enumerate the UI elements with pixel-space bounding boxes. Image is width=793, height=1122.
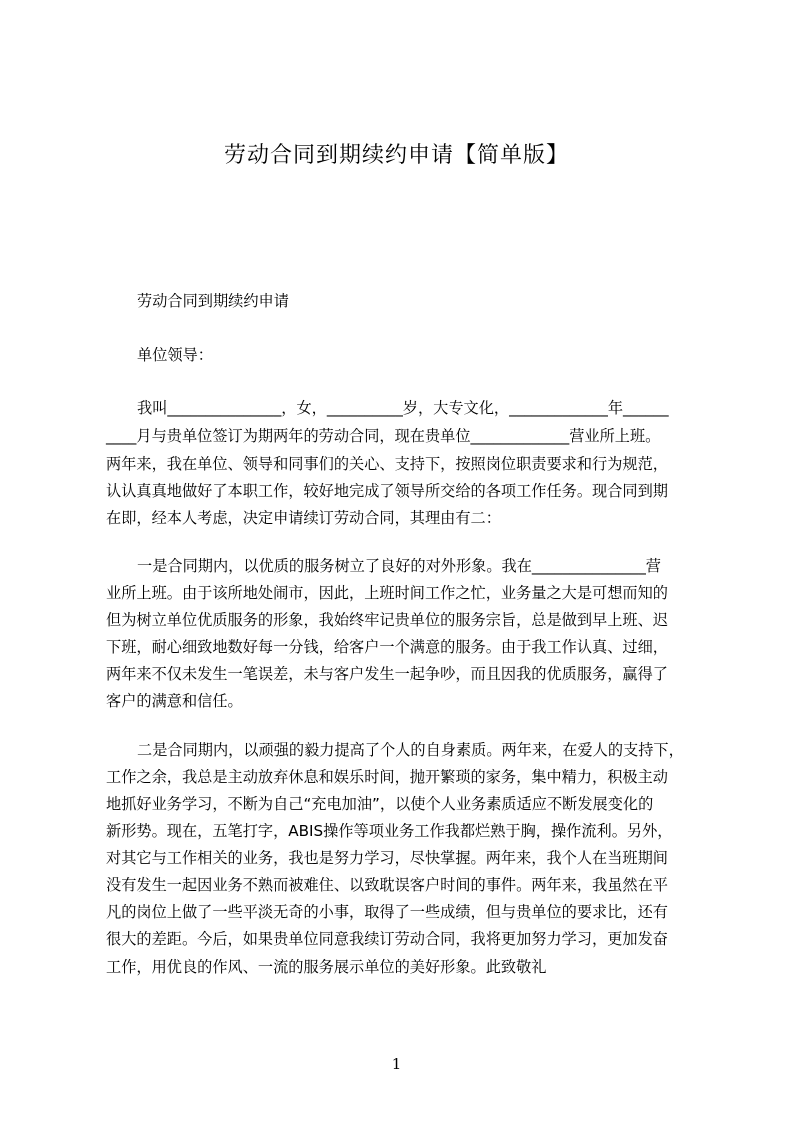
paragraph-line: 认认真真地做好了本职工作，较好地完成了领导所交给的各项工作任务。现合同到期 — [106, 482, 668, 500]
paragraph-line: 新形势。现在，五笔打字，ABIS操作等项业务工作我都烂熟于胸，操作流利。另外， — [106, 822, 673, 840]
paragraph-line: 两年来不仅未发生一笔误差，未与客户发生一起争吵，而且因我的优质服务，赢得了 — [106, 665, 668, 683]
paragraph-line: 业所上班。由于该所地处闹市，因此，上班时间工作之忙，业务量之大是可想而知的 — [106, 584, 668, 602]
paragraph-line: 对其它与工作相关的业务，我也是努力学习，尽快掌握。两年来，我个人在当班期间 — [106, 849, 668, 867]
page-title: 劳动合同到期续约申请【简单版】 — [223, 143, 569, 168]
paragraph-line: 但为树立单位优质服务的形象，我始终牢记贵单位的服务宗旨，总是做到早上班、迟 — [106, 611, 668, 629]
paragraph-line: 地抓好业务学习，不断为自己“充电加油”，以使个人业务素质适应不断发展变化的 — [106, 795, 654, 813]
paragraph-line: 工作之余，我总是主动放弃休息和娱乐时间，抛开繁琐的家务，集中精力，积极主动 — [106, 768, 668, 786]
paragraph-line: 工作，用优良的作风、一流的服务展示单位的美好形象。此致敬礼 — [106, 958, 547, 976]
paragraph-line: 在即，经本人考虑，决定申请续订劳动合同，其理由有二： — [106, 509, 501, 527]
paragraph-line: 很大的差距。今后，如果贵单位同意我续订劳动合同，我将更加努力学习，更加发奋 — [106, 930, 668, 948]
salutation: 单位领导： — [137, 346, 213, 364]
paragraph-line: 凡的岗位上做了一些平淡无奇的小事，取得了一些成绩，但与贵单位的要求比，还有 — [106, 903, 668, 921]
paragraph-line: 客户的满意和信任。 — [106, 692, 243, 710]
document-subtitle: 劳动合同到期续约申请 — [137, 292, 289, 310]
page-number: 1 — [391, 1055, 402, 1073]
paragraph-line: 一是合同期内，以优质的服务树立了良好的对外形象。我在_______________营 — [137, 557, 661, 575]
paragraph-line: 两年来，我在单位、领导和同事们的关心、支持下，按照岗位职责要求和行为规范， — [106, 455, 668, 473]
paragraph-line: 二是合同期内，以顽强的毅力提高了个人的自身素质。两年来，在爱人的支持下， — [137, 741, 684, 759]
paragraph-line: ____月与贵单位签订为期两年的劳动合同，现在贵单位_____________营业所上班。 — [106, 427, 661, 445]
paragraph-line: 没有发生一起因业务不熟而被难住、以致耽误客户时间的事件。两年来，我虽然在平 — [106, 876, 668, 894]
paragraph-line: 我叫_______________，女，__________岁，大专文化，_____________年______ — [137, 399, 669, 417]
paragraph-line: 下班，耐心细致地数好每一分钱，给客户一个满意的服务。由于我工作认真、过细， — [106, 638, 668, 656]
